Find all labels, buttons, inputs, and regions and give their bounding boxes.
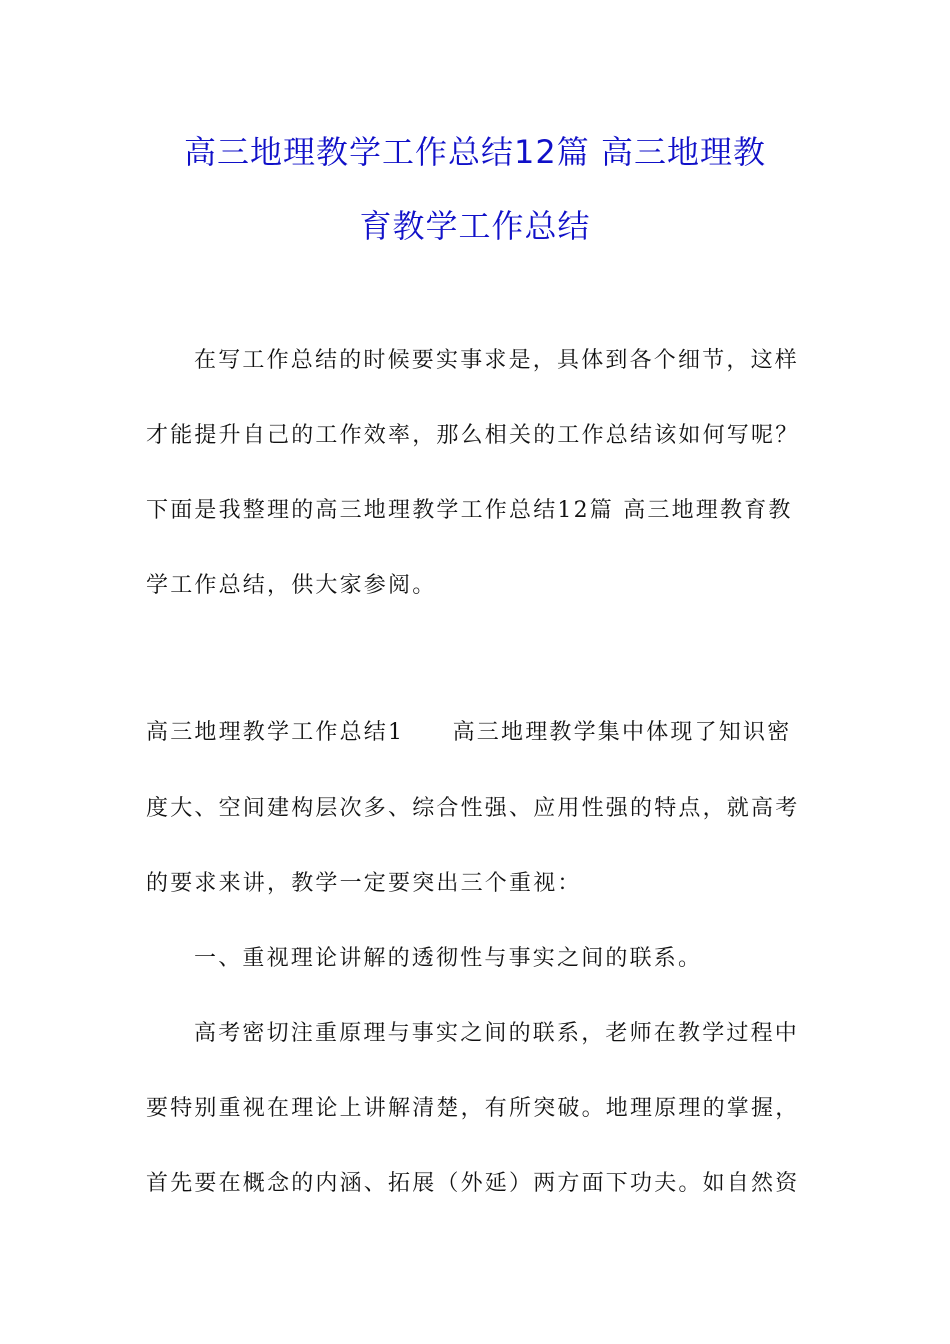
- intro-line-2: 才能提升自己的工作效率，那么相关的工作总结该如何写呢？: [146, 423, 800, 448]
- document-title-line-2: 育教学工作总结: [359, 207, 591, 245]
- section-1-line-3: 的要求来讲，教学一定要突出三个重视：: [146, 871, 582, 896]
- intro-line-4: 学工作总结，供大家参阅。: [146, 573, 437, 598]
- point-1-heading: 一、重视理论讲解的透彻性与事实之间的联系。: [194, 946, 703, 971]
- point-1-line-2: 要特别重视在理论上讲解清楚，有所突破。地理原理的掌握，: [146, 1096, 800, 1121]
- document-title-line-1: 高三地理教学工作总结12篇 高三地理教: [184, 133, 766, 171]
- section-1-line-1: 高三地理教学工作总结1 高三地理教学集中体现了知识密: [146, 720, 792, 745]
- intro-line-1: 在写工作总结的时候要实事求是，具体到各个细节，这样: [194, 348, 800, 373]
- intro-line-3: 下面是我整理的高三地理教学工作总结12篇 高三地理教育教: [146, 498, 793, 523]
- section-1-line-2: 度大、空间建构层次多、综合性强、应用性强的特点，就高考: [146, 796, 800, 821]
- point-1-line-1: 高考密切注重原理与事实之间的联系，老师在教学过程中: [194, 1021, 800, 1046]
- point-1-line-3: 首先要在概念的内涵、拓展（外延）两方面下功夫。如自然资: [146, 1171, 800, 1196]
